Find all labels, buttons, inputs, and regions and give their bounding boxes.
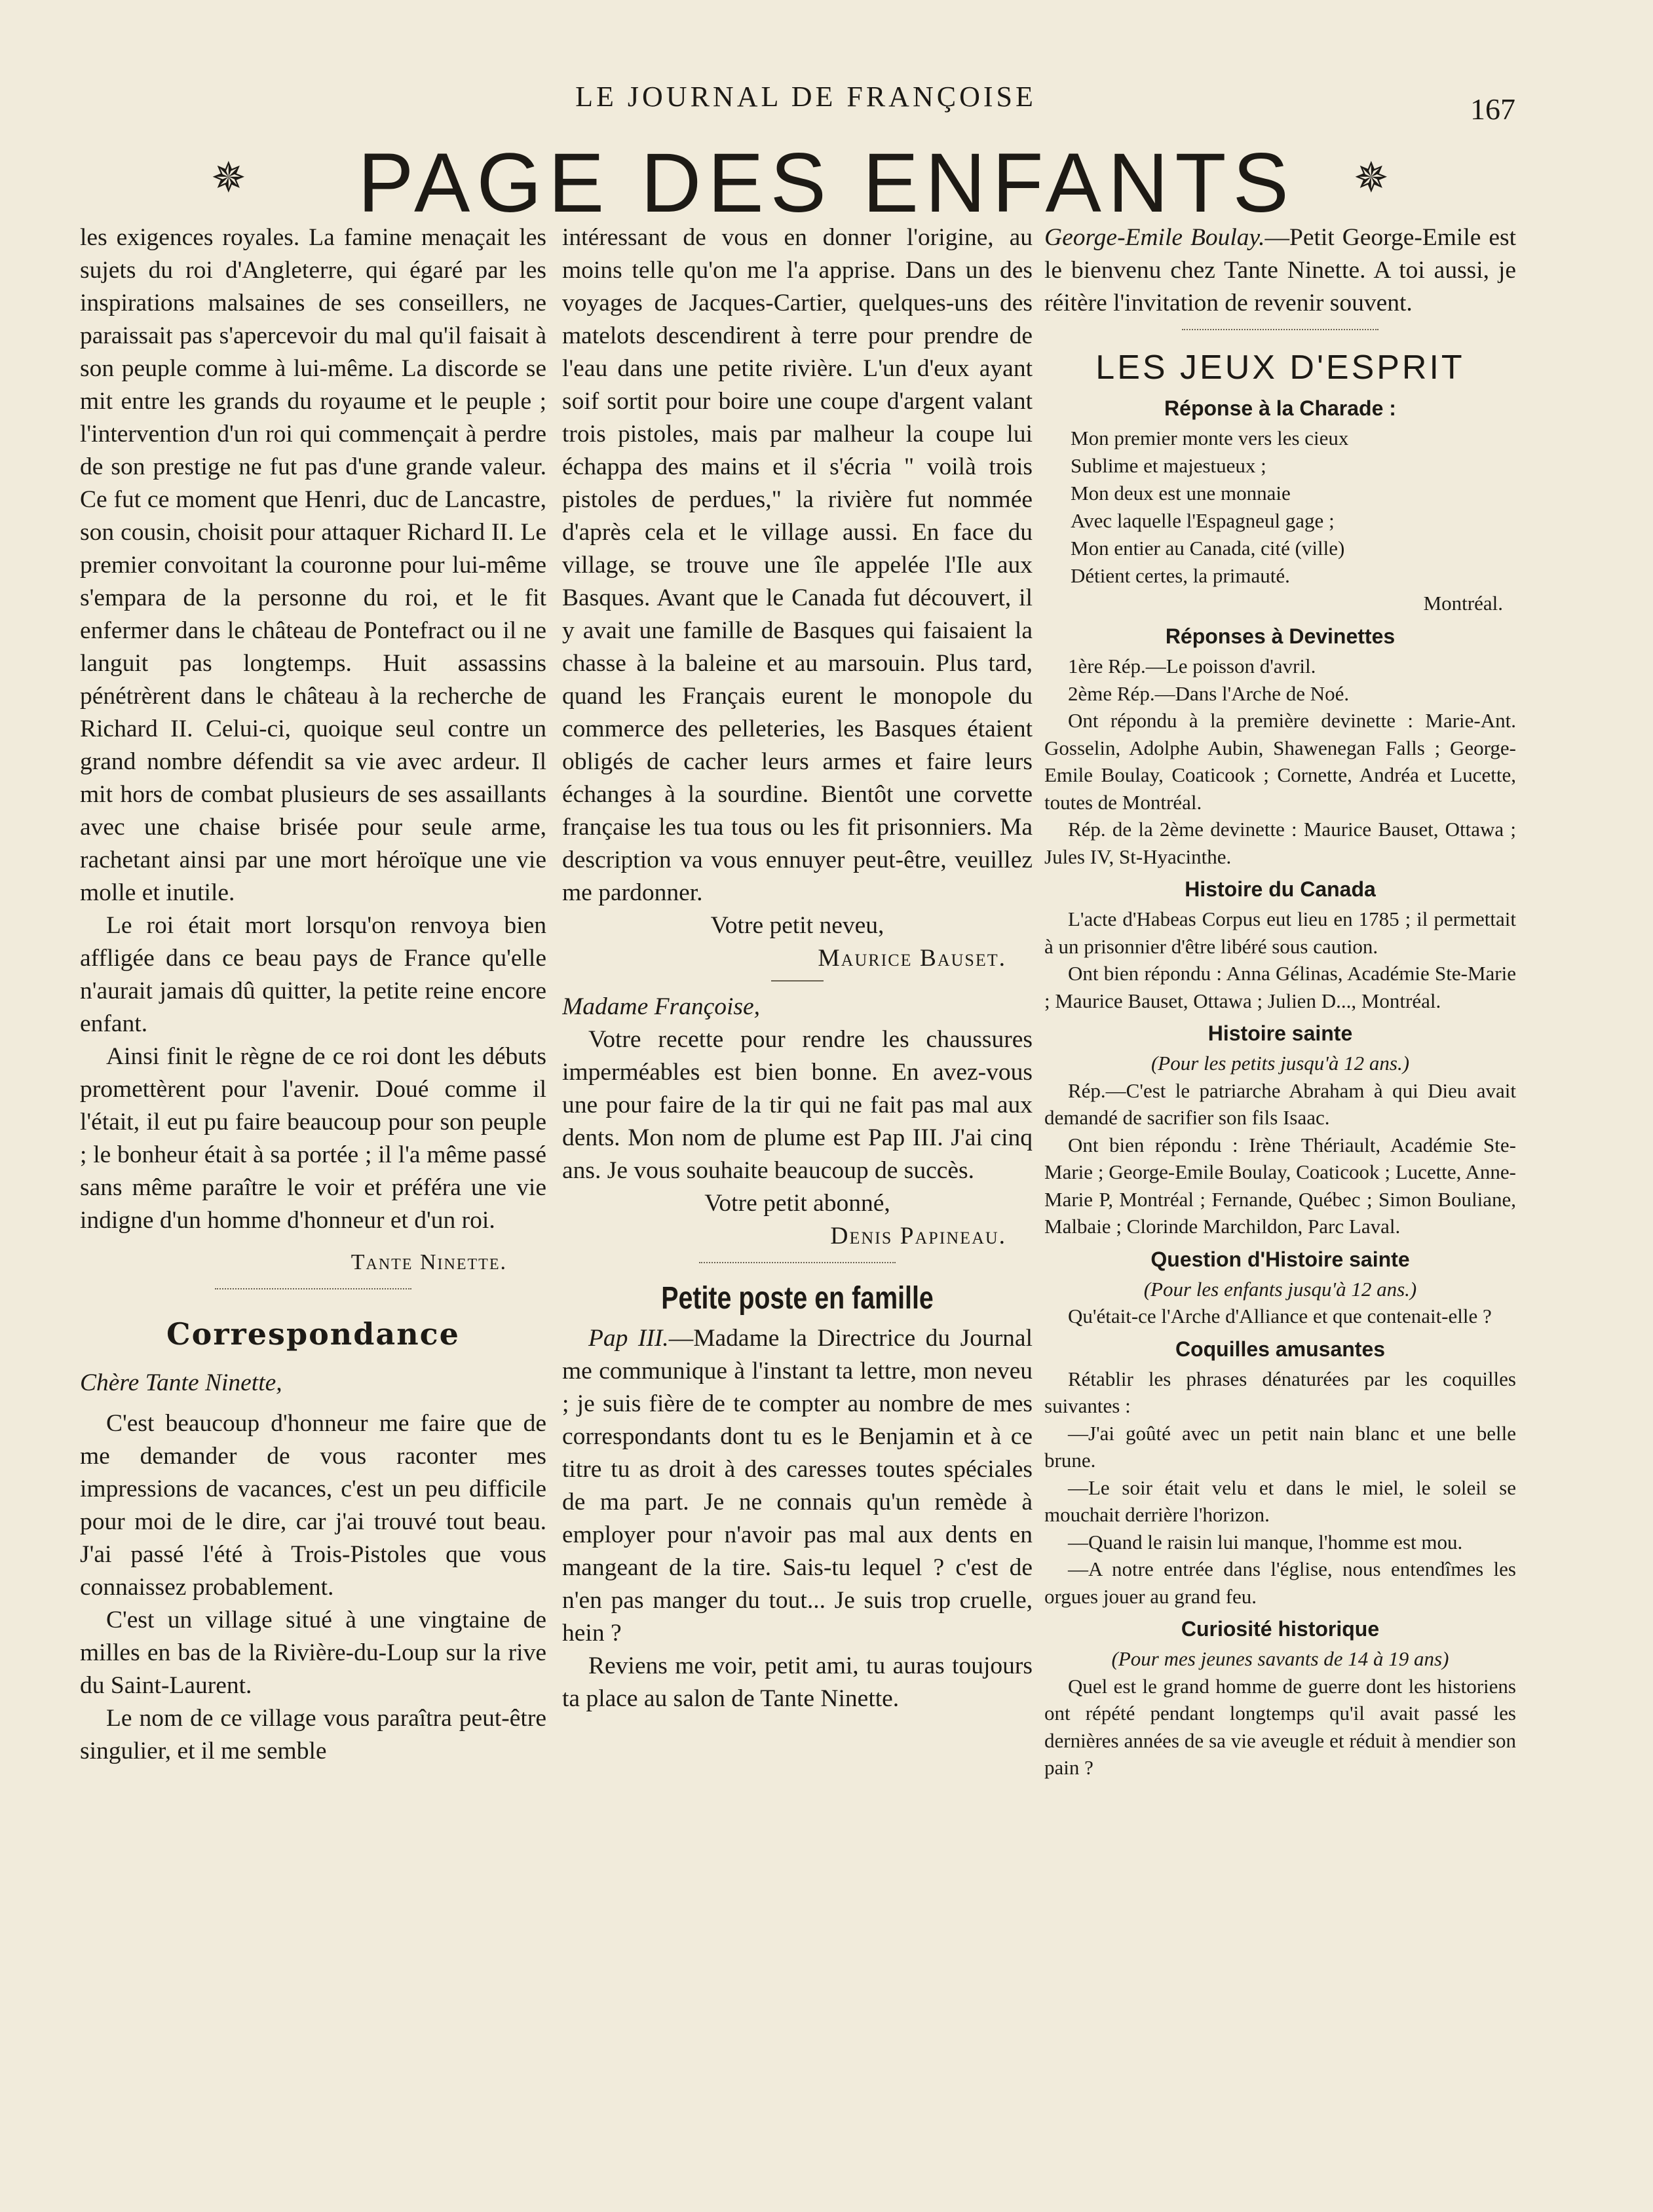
reply-text: —Petit George-Emile est le bienvenu chez Tante Ninette. A toi aussi, je réitère l'invitation de revenir souvent. (1044, 224, 1516, 316)
story-paragraph: les exigences royales. La famine menaçait les sujets du roi d'Angleterre, qui égaré par les inspirations malsaines de ses conseillers, ne paraissait pas s'apercevoir du mal qu'il faisait à son peuple comme à lui-même. La discorde se mit entre les grands du royaume et le peuple ; l'intervention d'un roi qui commençait à perdre de son prestige ne fut pas d'une grande valeur. Ce fut ce moment que Henri, duc de Lancastre, son cousin, choisit pour attaquer Richard II. Le premier convoitant la couronne pour lui-même s'empara de la personne du roi, et le fit enfermer dans le château de Pontefract ou il ne languit pas longtemps. Huit assassins pénétrèrent dans le château à la recherche de Richard II. Celui-ci, quoique seul contre un grand nombre défendit sa vie avec ardeur. Il mit hors de combat plusieurs de ses assaillants avec une chaise brisée pour seule arme, rachetant ainsi par une mort héroïque une vie molle et inutile. (80, 224, 546, 906)
letter-paragraph: Le nom de ce village vous paraîtra peut-être singulier, et il me semble (80, 1705, 546, 1764)
answer-paragraph: Rép. de la 2ème devinette : Maurice Bauset, Ottawa ; Jules IV, St-Hyacinthe. (1044, 818, 1516, 868)
section-heading-correspondance: Correspondance (166, 1316, 460, 1352)
reply-recipient: Pap III. (588, 1325, 669, 1352)
puzzle-paragraph: —Le soir était velu et dans le miel, le soleil se mouchait derrière l'horizon. (1044, 1476, 1516, 1526)
reply-text: —Madame la Directrice du Journal me communique à l'instant ta lettre, mon neveu ; je suis fière de te compter au nombre de mes correspondants dont tu es le Benjamin et à ce titre tu as droit à des caresses toutes spéciales de ma part. Je ne connais qu'un remède à employer pour n'avoir pas mal aux dents en mangeant de la tire. Sais-tu lequel ? c'est de n'en pas manger du tout... Je suis trop cruelle, hein ? (562, 1325, 1033, 1647)
subheading-note: (Pour mes jeunes savants de 14 à 19 ans) (1111, 1647, 1449, 1670)
subheading-note: (Pour les enfants jusqu'à 12 ans.) (1143, 1277, 1417, 1301)
salutation: Madame Françoise, (562, 993, 761, 1020)
column-middle (562, 221, 1033, 2095)
column-right (1044, 221, 1516, 2095)
letter-signer: Maurice Bauset. (818, 945, 1006, 972)
poem-line: Avec laquelle l'Espagneul gage ; (1071, 509, 1335, 532)
divider (215, 1288, 411, 1296)
star-ornament-icon: ✵ (211, 155, 246, 201)
puzzle-paragraph: Rétablir les phrases dénaturées par les coquilles suivantes : (1044, 1367, 1516, 1417)
poem-line: Mon premier monte vers les cieux (1071, 427, 1349, 449)
answer-paragraph: Ont répondu à la première devinette : Marie-Ant. Gosselin, Adolphe Aubin, Shawenegan Falls ; George-Emile Boulay, Coaticook ; Cornette, Andréa et Lucette, toutes de Montréal. (1044, 709, 1516, 814)
column-left (80, 221, 546, 2095)
poem-line: Mon entier au Canada, cité (ville) (1071, 537, 1345, 560)
letter-closing: Votre petit abonné, (704, 1190, 890, 1217)
answer-paragraph: Rép.—C'est le patriarche Abraham à qui Dieu avait demandé de sacrifier son fils Isaac. (1044, 1078, 1516, 1129)
answer-paragraph: Ont bien répondu : Anna Gélinas, Académie Ste-Marie ; Maurice Bauset, Ottawa ; Julien D..., Montréal. (1044, 962, 1516, 1012)
letter-signer: Denis Papineau. (830, 1223, 1006, 1249)
subheading-note: (Pour les petits jusqu'à 12 ans.) (1150, 1052, 1410, 1075)
letter-closing: Votre petit neveu, (710, 912, 884, 939)
page-number: 167 (1470, 92, 1515, 126)
poem-line: Mon deux est une monnaie (1071, 482, 1291, 505)
charade-poem (1044, 425, 1516, 617)
letter-paragraph: intéressant de vous en donner l'origine, au moins telle qu'on me l'a apprise. Dans un des voyages de Jacques-Cartier, quelques-uns des matelots descendirent à terre pour prendre de l'eau dans une petite rivière. L'un d'eux ayant soif sortit pour boire une coupe d'argent valant trois pistoles, mais par malheur la coupe lui échappa des mains et il s'écria " voilà trois pistoles de perdues," la rivière fut nommée d'après cela et le village aussi. En face du village, se trouve une île appelée l'Ile aux Basques. Avant que le Canada fut découvert, il y avait une famille de Basques qui faisaient la chasse à la baleine et au marsouin. Plus tard, quand les Français eurent le monopole du commerce des pelleteries, les Basques étaient obligés de cacher leurs armes et faire leurs échanges à la sourdine. Bientôt une corvette française les tua tous ou les fit prisonniers. Ma description va vous ennuyer peut-être, veuillez me pardonner. (562, 224, 1033, 906)
question-paragraph: Qu'était-ce l'Arche d'Alliance et que contenait-elle ? (1068, 1305, 1492, 1327)
letter-paragraph: C'est beaucoup d'honneur me faire que de me demander de vous raconter mes impressions de vacances, c'est un peu difficile pour moi de le dire, car j'ai trouvé tout beau. J'ai passé l'été à Trois-Pistoles que vous connaissez probablement. (80, 1410, 546, 1601)
signature: Tante Ninette. (351, 1250, 507, 1274)
subheading-charade: Réponse à la Charade : (1164, 396, 1396, 420)
puzzle-paragraph: —J'ai goûté avec un petit nain blanc et une belle brune. (1044, 1421, 1516, 1472)
star-ornament-icon: ✵ (1354, 155, 1389, 201)
story-paragraph: Ainsi finit le règne de ce roi dont les débuts promettèrent pour l'avenir. Doué comme il l'était, il eut pu faire beaucoup pour son peuple ; le bonheur était à sa portée ; il l'a même passé sans même paraître le voir et préféra une vie indigne d'un homme d'honneur et d'un roi. (80, 1043, 546, 1234)
subheading-devinettes: Réponses à Devinettes (1165, 624, 1396, 648)
section-heading-petite-poste: Petite poste en famille (661, 1281, 934, 1316)
divider (771, 980, 824, 984)
letter-paragraph: C'est un village situé à une vingtaine de milles en bas de la Rivière-du-Loup sur la rive du Saint-Laurent. (80, 1607, 546, 1699)
section-heading-jeux: LES JEUX D'ESPRIT (1095, 349, 1465, 387)
running-head: LE JOURNAL DE FRANÇOISE (575, 81, 1036, 113)
divider (699, 1262, 896, 1270)
letter-paragraph: Votre recette pour rendre les chaussures imperméables est bien bonne. En avez-vous une pour faire de la tir qui ne fait pas mal aux dents. Mon nom de plume est Pap III. J'ai cinq ans. Je vous souhaite beaucoup de succès. (562, 1026, 1033, 1184)
salutation: Chère Tante Ninette, (80, 1369, 282, 1396)
subheading-curiosite: Curiosité historique (1181, 1617, 1380, 1641)
answer-line: 2ème Rép.—Dans l'Arche de Noé. (1068, 681, 1350, 705)
answer-paragraph: Ont bien répondu : Irène Thériault, Académie Ste-Marie ; George-Emile Boulay, Coaticook ; Lucette, Anne-Marie P, Montréal ; Fernande, Québec ; Simon Bouliane, Malbaie ; Clorinde Marchildon, Parc Laval. (1044, 1133, 1516, 1238)
poem-line: Sublime et majestueux ; (1071, 454, 1266, 477)
puzzle-paragraph: —A notre entrée dans l'église, nous entendîmes les orgues jouer au grand feu. (1044, 1557, 1516, 1608)
answer-line: 1ère Rép.—Le poisson d'avril. (1068, 655, 1316, 677)
subheading-coquilles: Coquilles amusantes (1175, 1337, 1386, 1361)
reply-recipient: George-Emile Boulay. (1044, 224, 1265, 251)
question-paragraph: Quel est le grand homme de guerre dont les historiens ont répété pendant longtemps qu'il avait passé les dernières années de sa vie aveugle et réduit à mendier son pain ? (1044, 1674, 1516, 1779)
puzzle-paragraph: —Quand le raisin lui manque, l'homme est mou. (1068, 1530, 1463, 1554)
subheading-histoire-canada: Histoire du Canada (1185, 877, 1376, 901)
divider (1182, 329, 1378, 337)
answer-paragraph: L'acte d'Habeas Corpus eut lieu en 1785 ; il permettait à un prisonnier d'être libéré sous caution. (1044, 907, 1516, 958)
page-title: PAGE DES ENFANTS (358, 136, 1295, 230)
poem-line: Détient certes, la primauté. (1071, 564, 1290, 587)
poem-answer: Montréal. (1423, 592, 1503, 615)
subheading-histoire-sainte: Histoire sainte (1207, 1021, 1353, 1045)
story-paragraph: Le roi était mort lorsqu'on renvoya bien affligée dans ce beau pays de France qu'elle n'aurait jamais dû quitter, la petite reine encore enfant. (80, 912, 546, 1037)
subheading-question: Question d'Histoire sainte (1150, 1247, 1410, 1271)
reply-paragraph: Reviens me voir, petit ami, tu auras toujours ta place au salon de Tante Ninette. (562, 1652, 1033, 1712)
